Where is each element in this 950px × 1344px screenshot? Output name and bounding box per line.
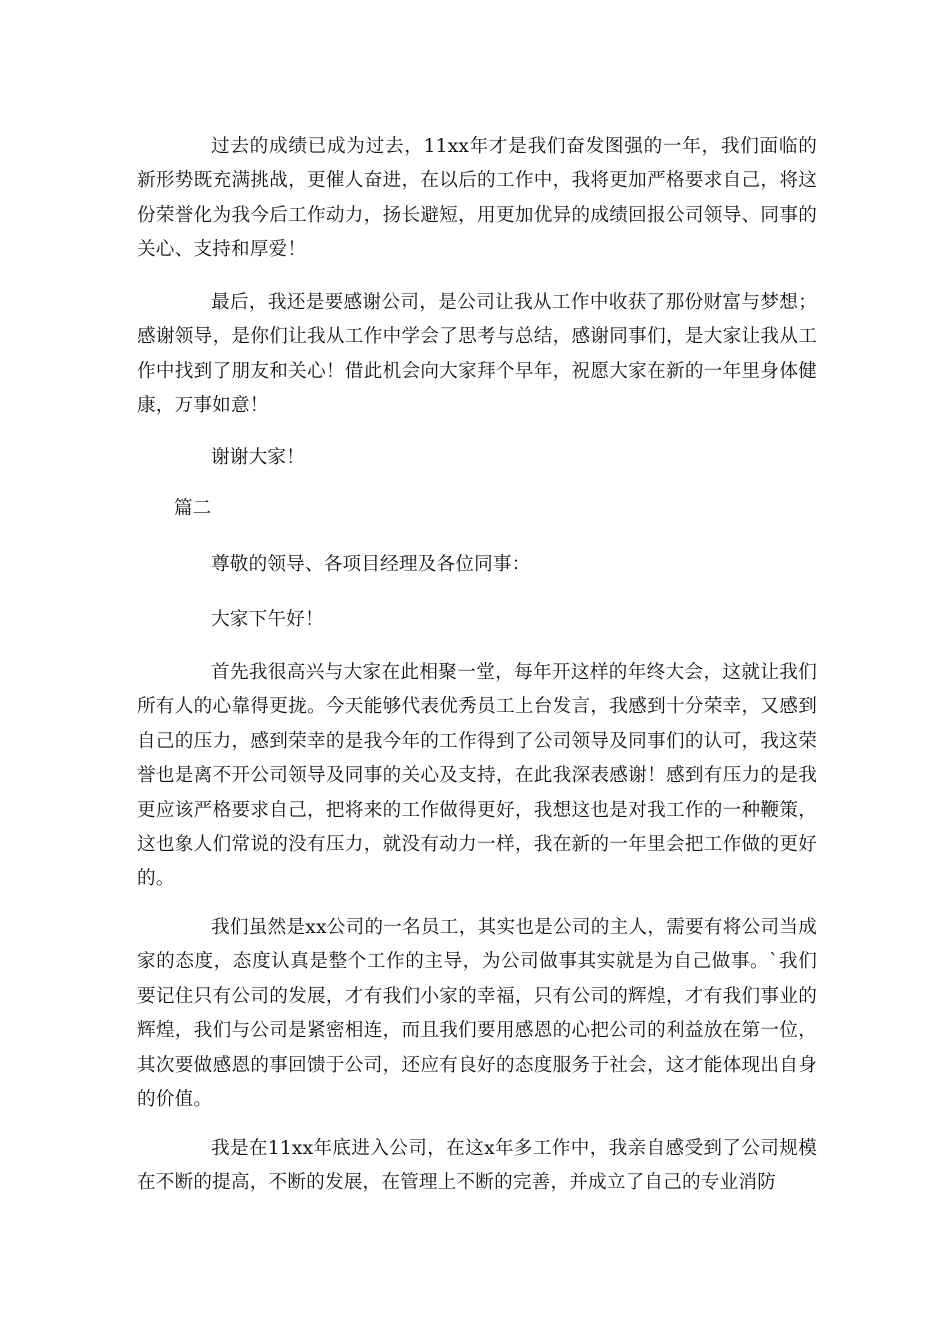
paragraph-thank-everyone: 谢谢大家！ [211,447,305,468]
paragraph-final-thanks: 最后，我还是要感谢公司，是公司让我从工作中收获了那份财富与梦想；感谢领导，是你们让我从工作中学会了思考与总结，感谢同事们，是大家让我从工作中找到了朋友和关心！借此机会向大家拜个早年，祝愿大家在新的一年里身体健康，万事如意！ [137,292,817,417]
paragraph-past-achievements: 过去的成绩已成为过去，11xx年才是我们奋发图强的一年，我们面临的新形势既充满挑战，更催人奋进，在以后的工作中，我将更加严格要求自己，将这份荣誉化为我今后工作动力，扬长避短，用更加优异的成绩回报公司领导、同事的关心、支持和厚爱！ [137,136,817,261]
section-heading: 篇二 [174,498,212,519]
paragraph-annual-meeting: 首先我很高兴与大家在此相聚一堂，每年开这样的年终大会，这就让我们所有人的心靠得更拢。今天能够代表优秀员工上台发言，我感到十分荣幸，又感到自己的压力，感到荣幸的是我今年的工作得到了公司领导及同事们的认可，我这荣誉也是离不开公司领导及同事的关心及支持，在此我深表感谢！感到有压力的是我更应该严格要求自己，把将来的工作做得更好，我想这也是对我工作的一种鞭策，这也象人们常说的没有压力，就没有动力一样，我在新的一年里会把工作做的更好的。 [137,662,817,890]
paragraph-salutation: 尊敬的领导、各项目经理及各位同事： [211,554,531,575]
paragraph-company-attitude: 我们虽然是xx公司的一名员工，其实也是公司的主人，需要有将公司当成家的态度，态度认真是整个工作的主导，为公司做事其实就是为自己做事。`我们要记住只有公司的发展，才有我们小家的幸福，只有公司的辉煌，才有我们事业的辉煌，我们与公司是紧密相连，而且我们要用感恩的心把公司的利益放在第一位，其次要做感恩的事回馈于公司，还应有良好的态度服务于社会，这才能体现出自身的价值。 [137,917,817,1111]
paragraph-greeting: 大家下午好！ [211,609,324,630]
paragraph-joined-company: 我是在11xx年底进入公司，在这x年多工作中，我亲自感受到了公司规模在不断的提高，不断的发展，在管理上不断的完善，并成立了自己的专业消防 [137,1138,817,1194]
